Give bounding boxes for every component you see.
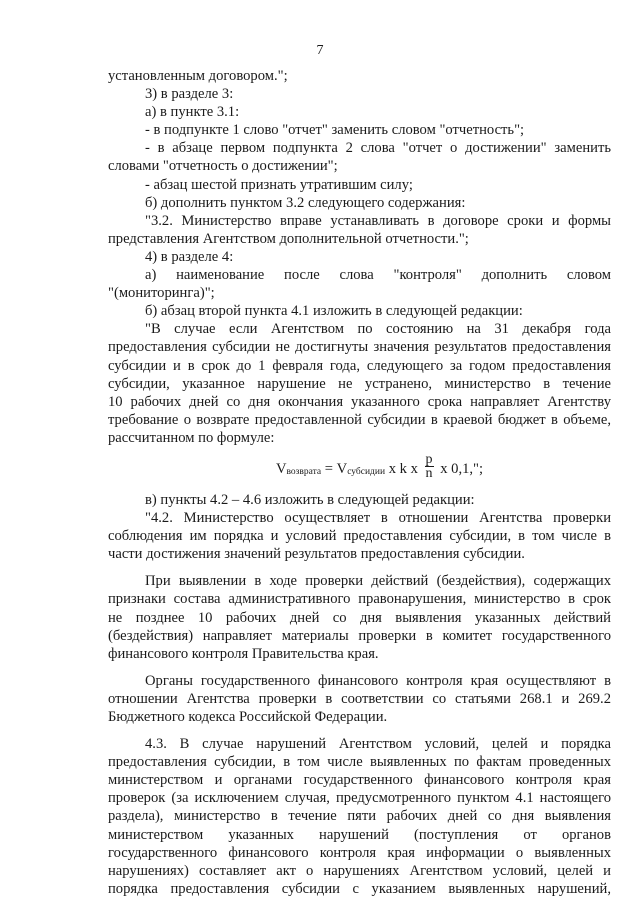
text-line: Бюджетного кодекса Российской Федерации. xyxy=(108,709,388,725)
text-line: государственного финансового контроля края информации о выявленных xyxy=(108,844,611,861)
formula-tail: x 0,1,"; xyxy=(436,460,484,477)
text-line: нарушениях) составляет акт о нарушениях Агентством условий, целей и xyxy=(108,862,611,879)
text-line: не позднее 10 рабочих дней со дня выявления указанных действий xyxy=(108,609,611,626)
text-line: предоставления субсидии, в том числе выявленных по фактам проведенных xyxy=(108,754,611,771)
text-line: (бездействия) направляет материалы проверки в комитет государственного xyxy=(108,627,611,644)
text-line: б) абзац второй пункта 4.1 изложить в следующей редакции: xyxy=(145,303,523,320)
text-line: словами "отчетность о достижении"; xyxy=(108,158,338,175)
formula-v-return: V xyxy=(275,460,287,477)
formula xyxy=(108,447,611,491)
text-line: б) дополнить пунктом 3.2 следующего содержания: xyxy=(145,194,466,211)
text-line: - в подпункте 1 слово "отчет" заменить словом "отчетность"; xyxy=(145,122,525,139)
document-body xyxy=(108,67,611,898)
text-line: требование о возврате предоставленной субсидии в краевой бюджет в объеме, xyxy=(108,411,611,428)
text-block-2 xyxy=(108,491,611,898)
text-line: "В случае если Агентством по состоянию на 31 декабря года xyxy=(145,321,611,338)
text-line: признаки состава административного правонарушения, министерство в срок xyxy=(108,591,611,608)
paragraph-gap xyxy=(108,663,611,672)
page-number: 7 xyxy=(316,43,324,58)
text-line: 4) в разделе 4: xyxy=(145,248,234,265)
formula-sub-subsidy: субсидии xyxy=(347,466,386,477)
text-line: предоставления субсидии не достигнуты значения результатов предоставления xyxy=(108,339,611,356)
text-line: субсидии, указанное нарушение не устранено, министерство в течение xyxy=(108,375,611,392)
text-line: представления Агентством дополнительной отчетности."; xyxy=(108,230,469,247)
text-line: финансового контроля Правительства края. xyxy=(108,645,379,662)
text-line: порядка предоставления субсидии с указанием выявленных нарушений, xyxy=(108,880,611,897)
text-line: При выявлении в ходе проверки действий (бездействия), содержащих xyxy=(145,573,611,590)
formula-sub-return: возврата xyxy=(286,466,322,477)
text-block-1 xyxy=(108,67,611,447)
text-line: 4.3. В случае нарушений Агентством условий, целей и порядка xyxy=(145,736,611,753)
text-line: "(мониторинга)"; xyxy=(108,285,215,302)
text-line: 10 рабочих дней со дня окончания указанного срока направляет Агентству xyxy=(108,393,611,410)
text-line: - в абзаце первом подпункта 2 слова "отчет о достижении" заменить xyxy=(145,140,611,157)
text-line: соблюдения им порядка и условий предоставления субсидии, в том числе в xyxy=(108,528,611,545)
paragraph-gap xyxy=(108,563,611,572)
text-line: части достижения значений результатов предоставления субсидии. xyxy=(108,546,525,563)
formula-equals: = xyxy=(321,460,337,477)
text-line: министерством и органами государственного финансового контроля края xyxy=(108,772,611,789)
text-line: "4.2. Министерство осуществляет в отношении Агентства проверки xyxy=(145,510,611,527)
text-line: установленным договором."; xyxy=(108,68,288,84)
text-line: а) в пункте 3.1: xyxy=(145,104,240,121)
text-line: отношении Агентства проверки в соответствии со статьями 268.1 и 269.2 xyxy=(108,690,611,707)
paragraph-gap xyxy=(108,726,611,735)
text-line: 3) в разделе 3: xyxy=(145,86,234,103)
formula-v-subsidy: V xyxy=(336,460,348,477)
text-line: рассчитанном по формуле: xyxy=(108,429,275,446)
text-line: Органы государственного финансового контроля края осуществляют в xyxy=(145,672,611,689)
text-line: - абзац шестой признать утратившим силу; xyxy=(145,176,413,193)
text-line: проверок (за исключением случая, предусмотренного пунктом 4.1 настоящего xyxy=(108,790,611,807)
text-line: министерством указанных нарушений (поступления от органов xyxy=(108,826,611,843)
formula-fraction xyxy=(425,453,434,480)
formula-numerator: p xyxy=(425,452,433,468)
text-line: а) наименование после слова "контроля" дополнить словом xyxy=(145,267,611,284)
formula-mid: x k x xyxy=(385,460,422,477)
formula-denominator: n xyxy=(425,466,433,482)
text-line: раздела), министерство в течение пяти рабочих дней со дня выявления xyxy=(108,808,611,825)
text-line: "3.2. Министерство вправе устанавливать в договоре сроки и формы xyxy=(145,212,611,229)
text-line: субсидии и в срок до 1 февраля года, следующего за годом предоставления xyxy=(108,357,611,374)
text-line: в) пункты 4.2 – 4.6 изложить в следующей редакции: xyxy=(145,491,475,508)
